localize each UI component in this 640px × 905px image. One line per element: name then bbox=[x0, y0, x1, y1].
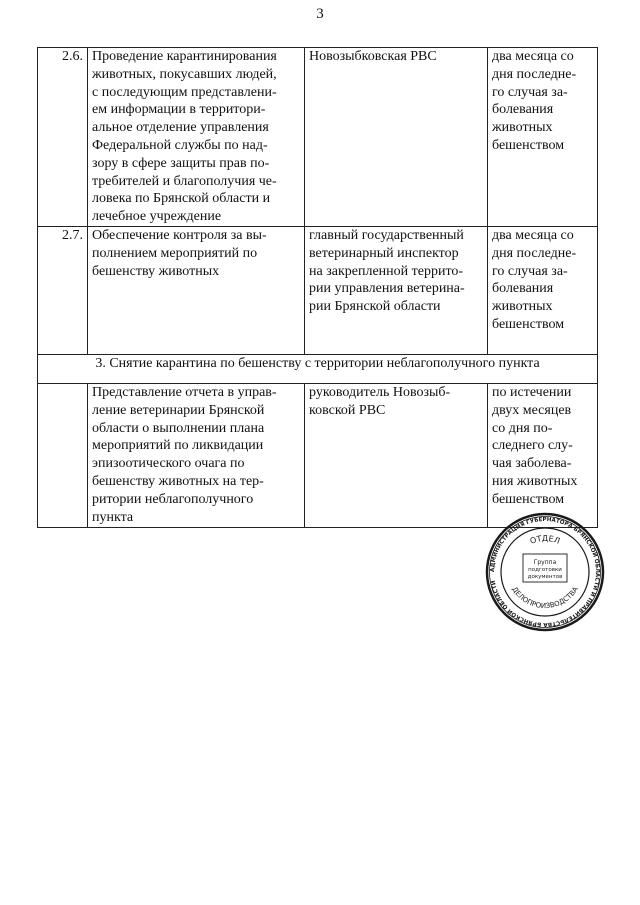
stamp-inner-bottom: ДЕЛОПРОИЗВОДСТВА bbox=[510, 585, 580, 611]
responsible-party: руководитель Новозыб- ковской РВС bbox=[305, 383, 488, 527]
stamp-ring-text: АДМИНИСТРАЦИЯ ГУБЕРНАТОРА БРЯНСКОЙ ОБЛАСТИ И ПРАВИТЕЛЬСТВА БРЯНСКОЙ ОБЛАСТИ bbox=[489, 516, 601, 628]
stamp-center-line: подготовки bbox=[528, 567, 562, 573]
row-number: 2.7. bbox=[38, 226, 88, 354]
table-row bbox=[38, 226, 598, 354]
deadline: два месяца со дня последне- го случая за- болевания животных бешенством bbox=[488, 48, 598, 227]
deadline: два месяца со дня последне- го случая за- болевания животных бешенством bbox=[488, 226, 598, 354]
stamp-center-line: документов bbox=[527, 574, 563, 580]
stamp-center-line: Группа bbox=[533, 559, 557, 566]
measure-description: Проведение карантинирования животных, покусавших людей, с последующим представлени- ем информации в территори- альное отделение управления Федеральной службы по над- зору в сфере защиты прав по- требителей и благополучия че- ловека по Брянской области и лечебное учреждение bbox=[88, 48, 305, 227]
deadline: по истечении двух месяцев со дня по- следнего слу- чая заболева- ния животных бешенством bbox=[488, 383, 598, 527]
measures-table bbox=[37, 47, 598, 528]
measure-description: Представление отчета в управ- ление ветеринарии Брянской области о выполнении плана мероприятий по ликвидации эпизоотического очага по бешенству животных на тер- ритории неблагополучного пункта bbox=[88, 383, 305, 527]
row-number bbox=[38, 383, 88, 527]
svg-text:ОТДЕЛ bbox=[529, 534, 561, 546]
stamp-inner-top: ОТДЕЛ bbox=[528, 533, 562, 546]
measure-description: Обеспечение контроля за вы- полнением мероприятий по бешенству животных bbox=[88, 226, 305, 354]
responsible-party: Новозыбковская РВС bbox=[305, 48, 488, 227]
responsible-party: главный государственный ветеринарный инспектор на закрепленной террито- рии управления ветерина- рии Брянской области bbox=[305, 226, 488, 354]
official-stamp bbox=[457, 512, 633, 632]
svg-text:ДЕЛОПРОИЗВОДСТВА bbox=[510, 585, 580, 610]
section-title: 3. Снятие карантина по бешенству с территории неблагополучного пункта bbox=[38, 354, 598, 383]
table-row bbox=[38, 383, 598, 527]
page-number: 3 bbox=[316, 6, 324, 22]
table-row bbox=[38, 48, 598, 227]
row-number: 2.6. bbox=[38, 48, 88, 227]
section-header-row bbox=[38, 354, 598, 383]
